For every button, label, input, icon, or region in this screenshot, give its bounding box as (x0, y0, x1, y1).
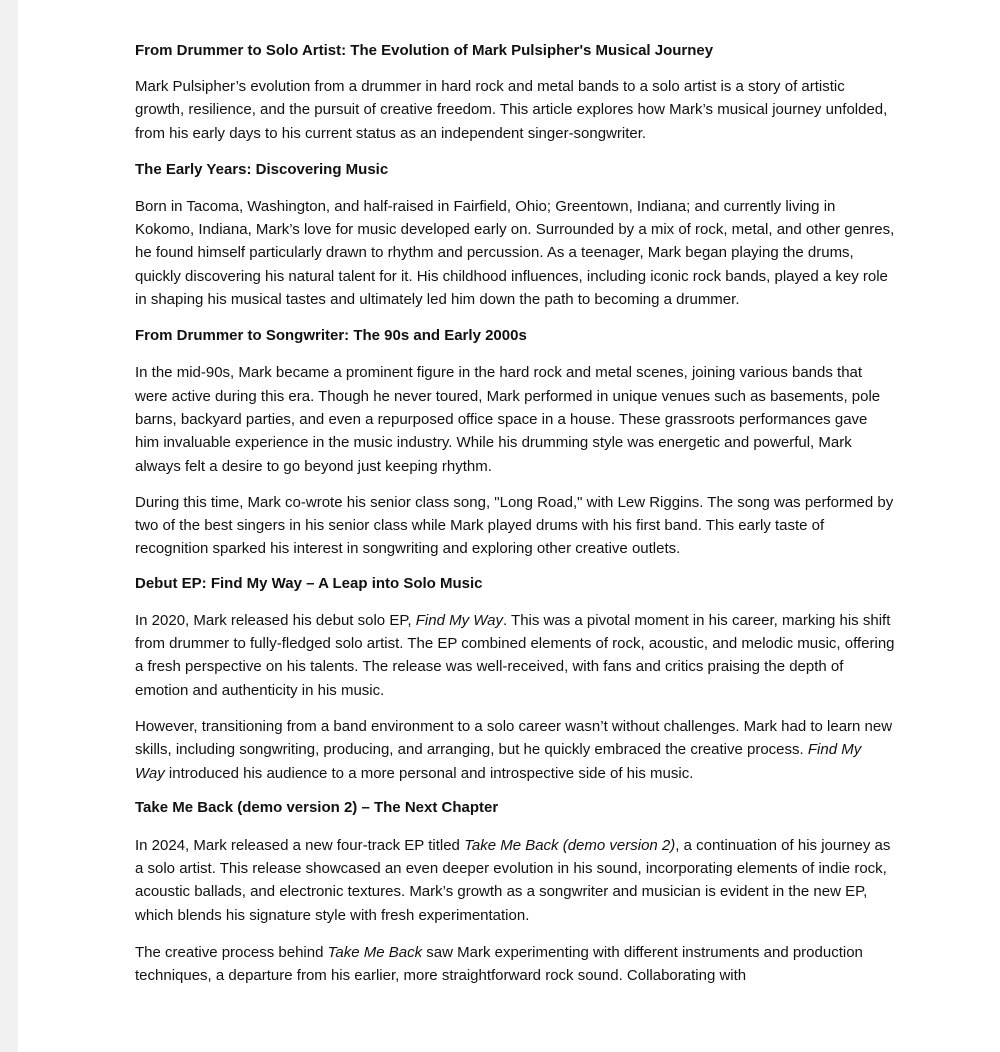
ep-title-emphasis: Take Me Back (demo version 2) (464, 836, 676, 854)
document-page (18, 0, 1000, 1052)
ep-title-emphasis: Find My Way (415, 611, 503, 629)
article-title: From Drummer to Solo Artist: The Evolution of Mark Pulsipher's Musical Journey (135, 42, 714, 59)
section-heading-take-me-back: Take Me Back (demo version 2) – The Next Chapter (135, 798, 499, 816)
take-me-back-paragraph-1: In 2024, Mark released a new four-track EP titled Take Me Back (demo version 2), a continuation of his journey as a solo artist. This release showcased an even deeper evolution in his sound, incorporating elements of indie rock, acoustic ballads, and electronic textures. Mark’s growth as a songwriter and musician is evident in the new EP, which blends his signature style with fresh experimentation. (135, 836, 891, 924)
section-heading-debut-ep: Debut EP: Find My Way – A Leap into Solo Music (135, 574, 483, 592)
drummer-to-songwriter-paragraph-2: During this time, Mark co-wrote his senior class song, "Long Road," with Lew Riggins. The song was performed by two of the best singers in his senior class while Mark played drums with his first band. This early taste of recognition sparked his interest in songwriting and exploring other creative outlets. (135, 493, 894, 558)
take-me-back-paragraph-2: The creative process behind Take Me Back saw Mark experimenting with different instruments and production techniques, a departure from his earlier, more straightforward rock sound. Collaborating with (135, 944, 863, 985)
ep-title-emphasis: Find My Way (135, 741, 862, 782)
drummer-to-songwriter-paragraph-1: In the mid-90s, Mark became a prominent figure in the hard rock and metal scenes, joining various bands that were active during this era. Though he never toured, Mark performed in unique venues such as basements, pole barns, backyard parties, and even a repurposed office space in a house. These grassroots performances gave him invaluable experience in the music industry. While his drumming style was energetic and powerful, Mark always felt a desire to go beyond just keeping rhythm. (135, 364, 881, 475)
ep-title-emphasis: Take Me Back (327, 944, 423, 962)
section-heading-early-years: The Early Years: Discovering Music (135, 160, 389, 178)
intro-paragraph: Mark Pulsipher’s evolution from a drummer in hard rock and metal bands to a solo artist is a story of artistic growth, resilience, and the pursuit of creative freedom. This article explores how Mark’s musical journey unfolded, from his early days to his current status as an independent singer-songwriter. (135, 78, 888, 142)
debut-ep-paragraph-2: However, transitioning from a band environment to a solo career wasn’t without challenges. Mark had to learn new skills, including songwriting, producing, and arranging, but he quickly embraced the creative process. Find My Way introduced his audience to a more personal and introspective side of his music. (135, 717, 893, 782)
article-body (135, 40, 895, 1001)
debut-ep-paragraph-1: In 2020, Mark released his debut solo EP, Find My Way. This was a pivotal moment in his career, marking his shift from drummer to fully-fledged solo artist. The EP combined elements of rock, acoustic, and melodic music, offering a fresh perspective on his talents. The release was well-received, with fans and critics praising the depth of emotion and authenticity in his music. (135, 611, 895, 699)
section-heading-drummer-to-songwriter: From Drummer to Songwriter: The 90s and Early 2000s (135, 327, 527, 345)
early-years-paragraph: Born in Tacoma, Washington, and half-raised in Fairfield, Ohio; Greentown, Indiana; and currently living in Kokomo, Indiana, Mark’s love for music developed early on. Surrounded by a mix of rock, metal, and other genres, he found himself particularly drawn to rhythm and percussion. As a teenager, Mark began playing the drums, quickly discovering his natural talent for it. His childhood influences, including iconic rock bands, played a key role in shaping his musical tastes and ultimately led him down the path to becoming a drummer. (135, 197, 895, 309)
